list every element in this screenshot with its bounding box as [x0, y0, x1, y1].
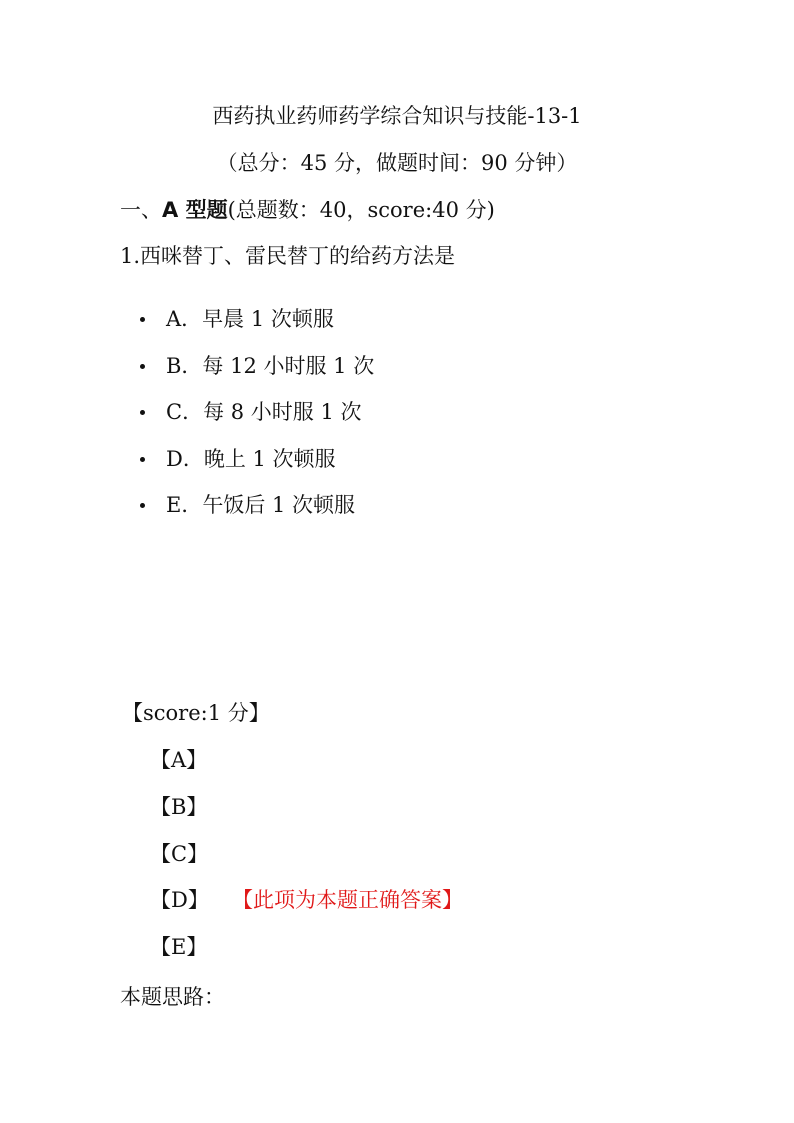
option-label: D．晚上 1 次顿服: [166, 446, 336, 471]
answer-b: 【B】: [150, 795, 208, 819]
section-prefix: 一、: [120, 198, 162, 222]
option-item: [140, 398, 374, 445]
option-label: B．每 12 小时服 1 次: [166, 353, 375, 378]
bullet-icon: [140, 457, 145, 462]
answer-d: 【D】: [150, 888, 209, 912]
section-info: (总题数：40，score:40 分): [227, 198, 495, 222]
answer-c: 【C】: [150, 842, 209, 866]
answer-e: 【E】: [150, 935, 208, 959]
option-list: [140, 305, 374, 538]
option-label: A．早晨 1 次顿服: [166, 307, 334, 331]
option-item: [140, 305, 374, 352]
option-item: [140, 491, 374, 538]
answer-a: 【A】: [150, 748, 208, 772]
option-item: [140, 352, 374, 399]
option-item: [140, 445, 374, 492]
section-heading: [120, 194, 495, 224]
document-title: 西药执业药师药学综合知识与技能-13-1: [212, 104, 582, 128]
score-label: 【score:1 分】: [122, 701, 270, 725]
bullet-icon: [140, 364, 145, 369]
bullet-icon: [140, 410, 145, 415]
bullet-icon: [140, 317, 145, 322]
document-subtitle: （总分：45 分，做题时间：90 分钟）: [216, 151, 578, 175]
section-name: A 型题: [162, 198, 228, 222]
option-label: C．每 8 小时服 1 次: [166, 400, 362, 424]
bullet-icon: [140, 503, 145, 508]
correct-answer-marker: 【此项为本题正确答案】: [232, 888, 463, 912]
explanation-label: 本题思路：: [120, 985, 225, 1009]
question-text: 1.西咪替丁、雷民替丁的给药方法是: [120, 244, 456, 268]
option-label: E．午饭后 1 次顿服: [166, 493, 356, 517]
